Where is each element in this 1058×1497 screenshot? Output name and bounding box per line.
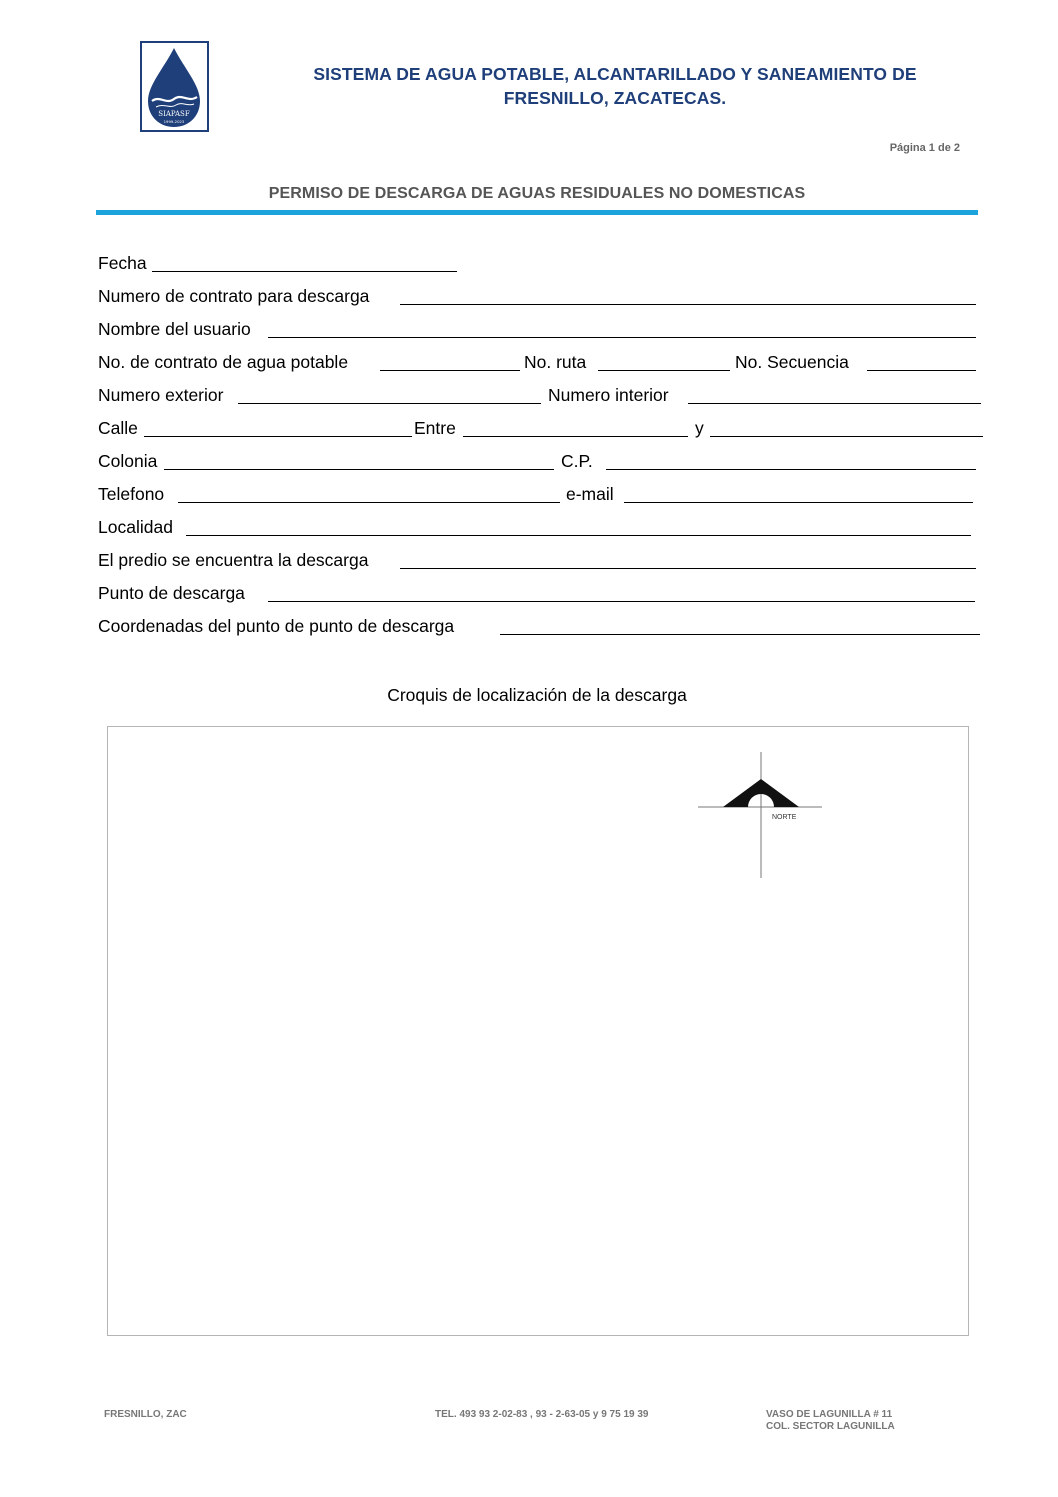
contrato-descarga-label: Numero de contrato para descarga [98,286,370,306]
page-number: Página 1 de 2 [889,142,960,154]
punto-descarga-label: Punto de descarga [98,583,245,603]
coordenadas-field[interactable] [500,634,980,635]
no-ruta-field[interactable] [598,370,730,371]
fecha-field[interactable] [152,271,457,272]
y-field[interactable] [710,436,983,437]
form-row-telefono [98,481,988,514]
fecha-label: Fecha [98,253,147,273]
localidad-field[interactable] [186,535,971,536]
no-secuencia-field[interactable] [867,370,976,371]
form-row-colonia [98,448,988,481]
north-arrow-icon [690,748,830,883]
form-row-numero [98,382,988,415]
organization-title [250,62,980,110]
y-label: y [695,418,704,438]
numero-exterior-field[interactable] [238,403,541,404]
entre-label: Entre [414,418,456,438]
colonia-field[interactable] [164,469,554,470]
org-title-line1: SISTEMA DE AGUA POTABLE, ALCANTARILLADO Y SANEAMIENTO DE [313,64,917,84]
logo-text: SIAPASF [158,110,190,118]
org-title-line2: FRESNILLO, ZACATECAS. [503,88,727,108]
title-divider [96,210,978,215]
no-ruta-label: No. ruta [524,352,587,372]
localidad-label: Localidad [98,517,173,537]
colonia-label: Colonia [98,451,158,471]
cp-label: C.P. [561,451,593,471]
numero-interior-label: Numero interior [548,385,669,405]
predio-field[interactable] [400,568,976,569]
punto-descarga-field[interactable] [268,601,975,602]
numero-exterior-label: Numero exterior [98,385,224,405]
form-row-fecha [98,250,988,283]
email-label: e-mail [566,484,614,504]
north-label: NORTE [772,814,797,821]
form-row-contrato-descarga [98,283,988,316]
permit-form [98,250,988,646]
nombre-usuario-label: Nombre del usuario [98,319,251,339]
form-row-localidad [98,514,988,547]
form-row-punto-descarga [98,580,988,613]
footer-phones: TEL. 493 93 2-02-83 , 93 - 2-63-05 y 9 75 19 39 [435,1409,649,1420]
nombre-usuario-field[interactable] [268,337,976,338]
footer-address-line1: VASO DE LAGUNILLA # 11 [766,1409,893,1420]
sketch-title: Croquis de localización de la descarga [387,685,687,705]
telefono-field[interactable] [178,502,560,503]
contrato-descarga-field[interactable] [400,304,976,305]
coordenadas-label: Coordenadas del punto de punto de descarga [98,616,455,636]
entre-field[interactable] [463,436,688,437]
email-field[interactable] [624,502,973,503]
predio-label: El predio se encuentra la descarga [98,550,369,570]
no-secuencia-label: No. Secuencia [735,352,849,372]
cp-field[interactable] [606,469,976,470]
footer-address [766,1409,895,1433]
footer-address-line2: COL. SECTOR LAGUNILLA [766,1421,895,1432]
numero-interior-field[interactable] [688,403,981,404]
contrato-agua-field[interactable] [380,370,520,371]
telefono-label: Telefono [98,484,165,504]
form-row-contrato-agua [98,349,988,382]
calle-label: Calle [98,418,138,438]
logo-subtext: 1999-2023 [163,119,185,124]
water-drop-logo-icon [142,43,207,130]
footer-city: FRESNILLO, ZAC [104,1409,187,1420]
contrato-agua-label: No. de contrato de agua potable [98,352,349,372]
form-row-nombre-usuario [98,316,988,349]
siapasf-logo [140,41,209,132]
form-row-predio [98,547,988,580]
form-row-calle [98,415,988,448]
sketch-area[interactable] [107,726,969,1336]
calle-field[interactable] [144,436,412,437]
document-title: PERMISO DE DESCARGA DE AGUAS RESIDUALES NO DOMESTICAS [268,185,806,202]
form-row-coordenadas [98,613,988,646]
